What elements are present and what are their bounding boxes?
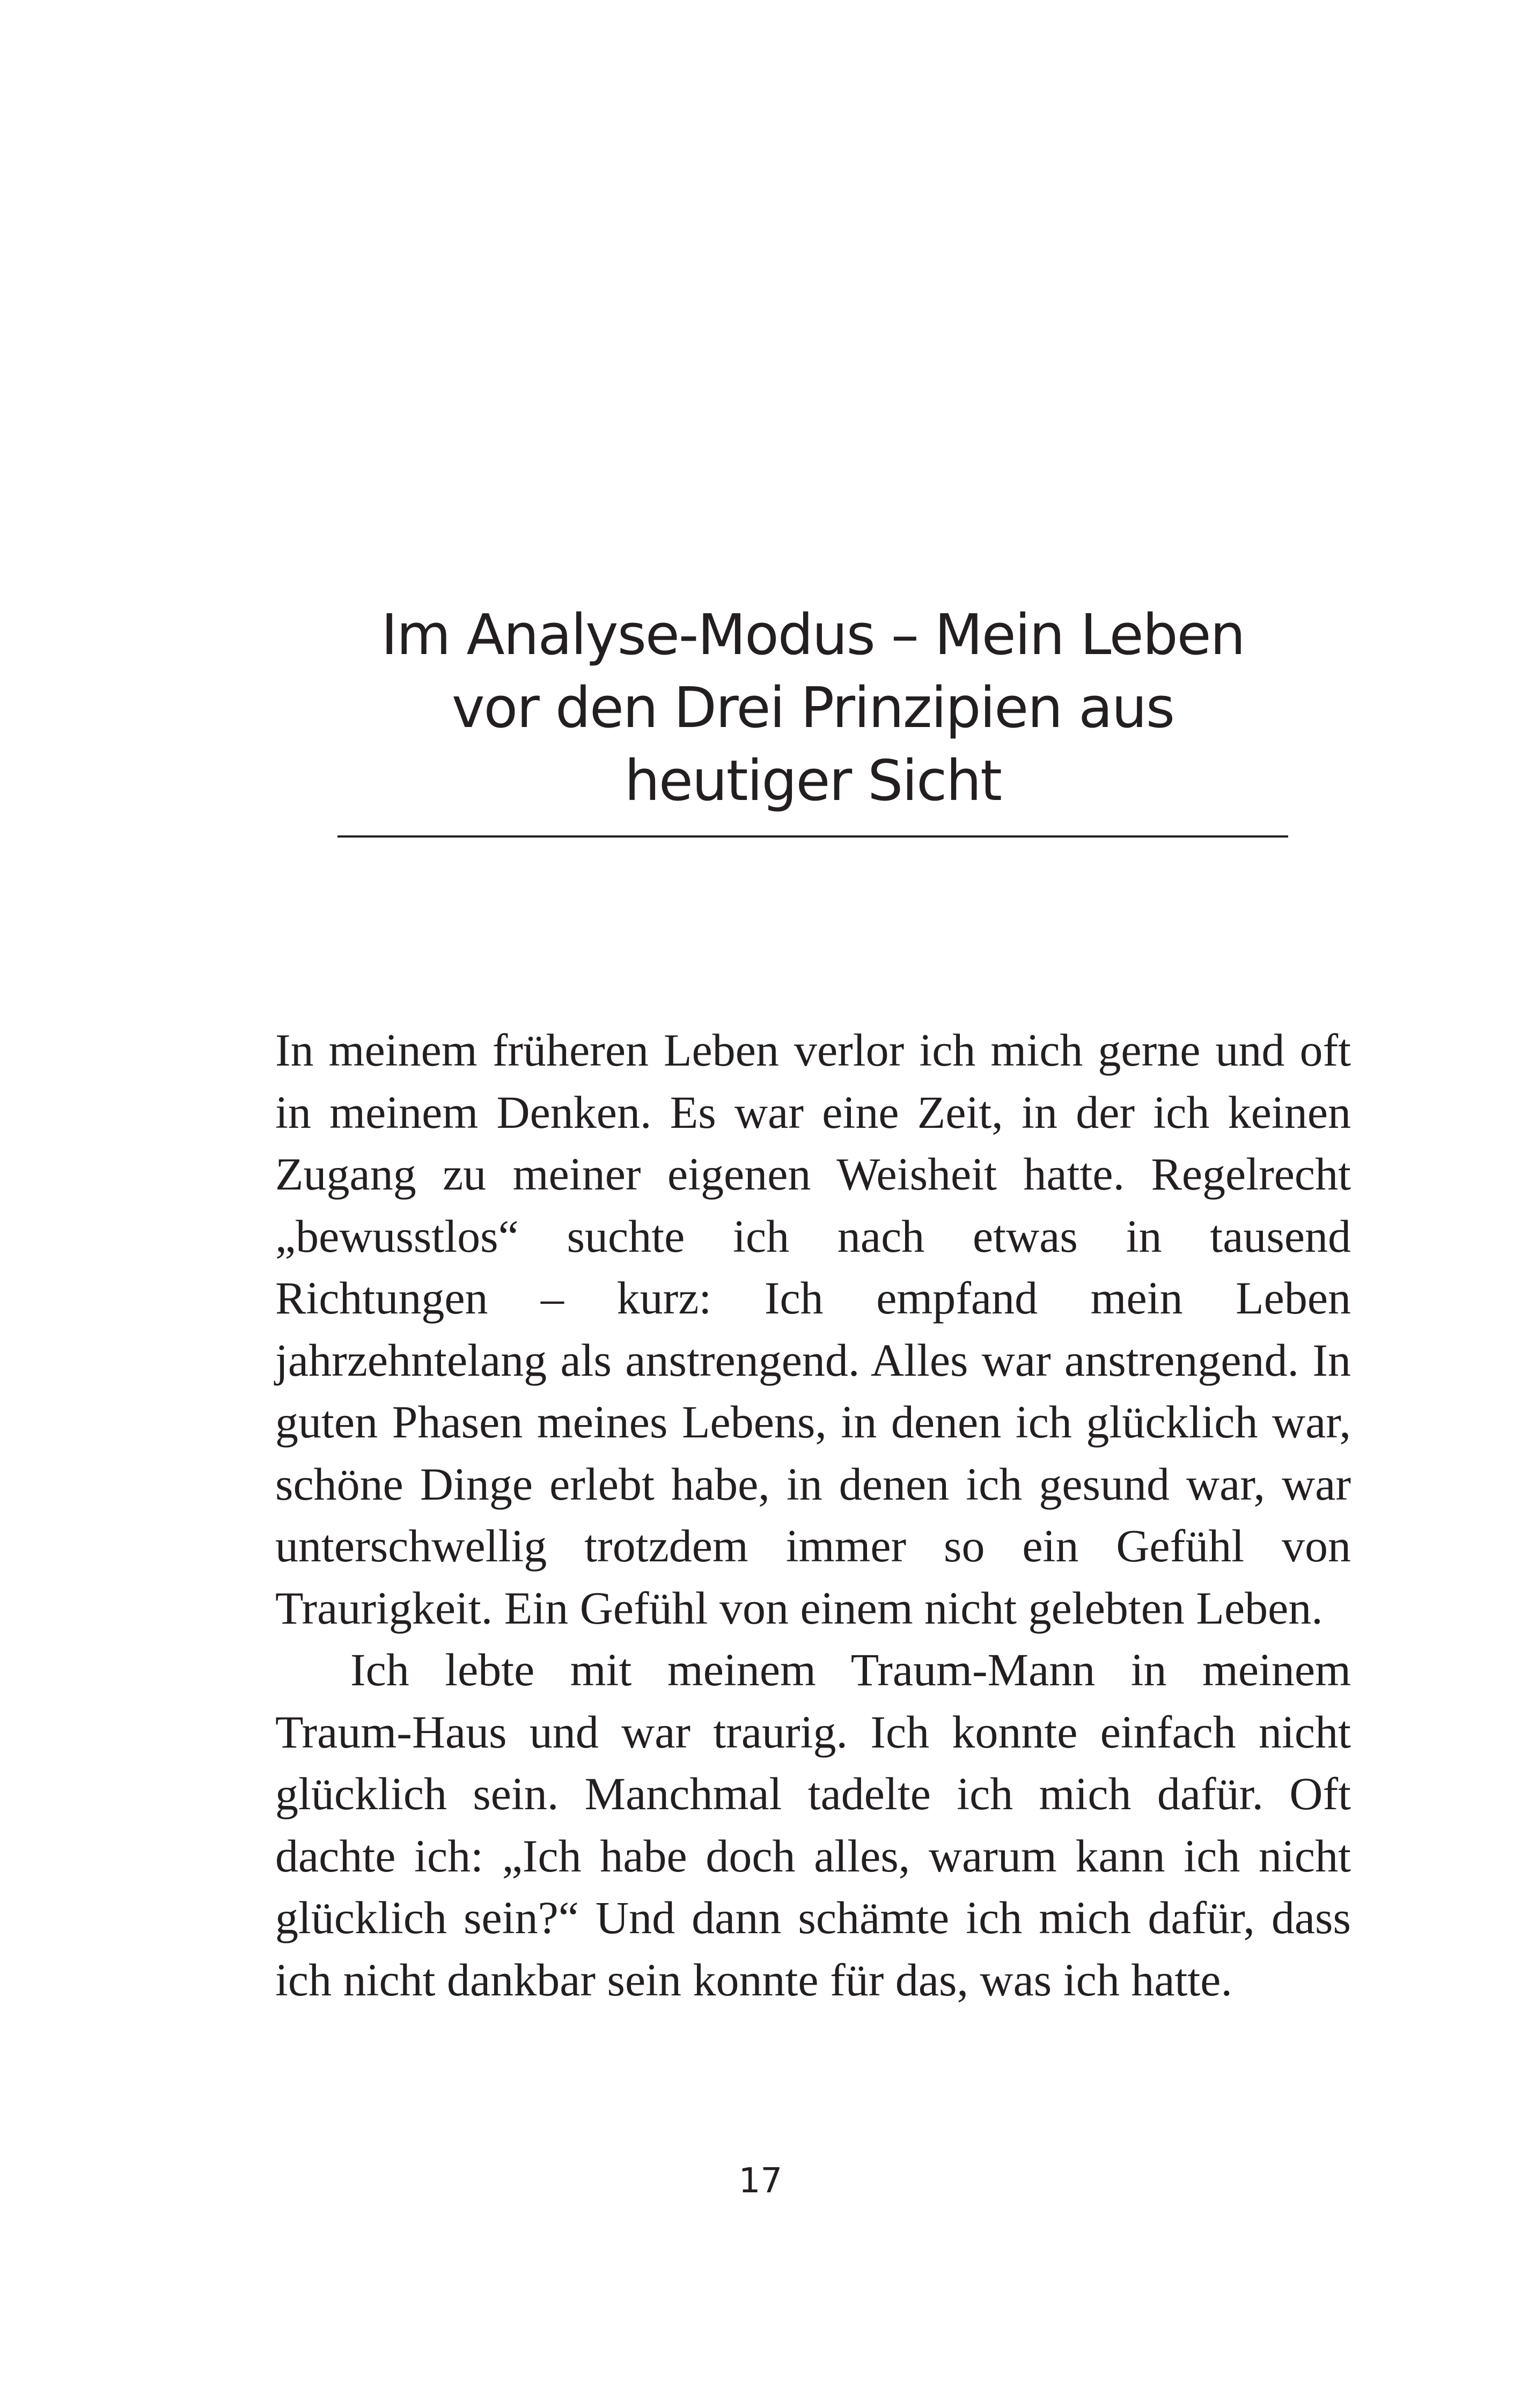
paragraph-2: Ich lebte mit meinem Traum-Mann in meinem Traum-Haus und war traurig. Ich konnte einfach nicht glücklich sein. Manchmal tadelte ich mich dafür. Oft dachte ich: „Ich habe doch alles, warum kann ich nicht glücklich sein?“ Und dann schämte ich mich dafür, dass ich nicht dankbar sein konnte für das, was ich hatte. [275, 1644, 1351, 2006]
chapter-title [337, 598, 1288, 817]
chapter-title-line-3: heutiger Sicht [624, 748, 1002, 813]
chapter-title-line-1: Im Analyse-Modus – Mein Leben [381, 602, 1245, 667]
chapter-title-line-2: vor den Drei Prinzipien aus [451, 675, 1174, 740]
body-text [275, 1019, 1351, 2011]
page-number: 17 [738, 2161, 783, 2201]
paragraph-1: In meinem früheren Leben verlor ich mich gerne und oft in meinem Denken. Es war eine Zeit, in der ich keinen Zugang zu meiner eigenen Weisheit hatte. Regelrecht „bewusstlos“ suchte ich nach etwas in tausend Richtungen – kurz: Ich empfand mein Leben jahrzehntelang als anstrengend. Alles war anstrengend. In guten Phasen meines Lebens, in denen ich glücklich war, schöne Dinge erlebt habe, in denen ich gesund war, war unterschwellig trotzdem immer so ein Gefühl von Traurigkeit. Ein Gefühl von einem nicht gelebten Leben. [275, 1024, 1351, 1634]
title-divider [337, 835, 1288, 838]
